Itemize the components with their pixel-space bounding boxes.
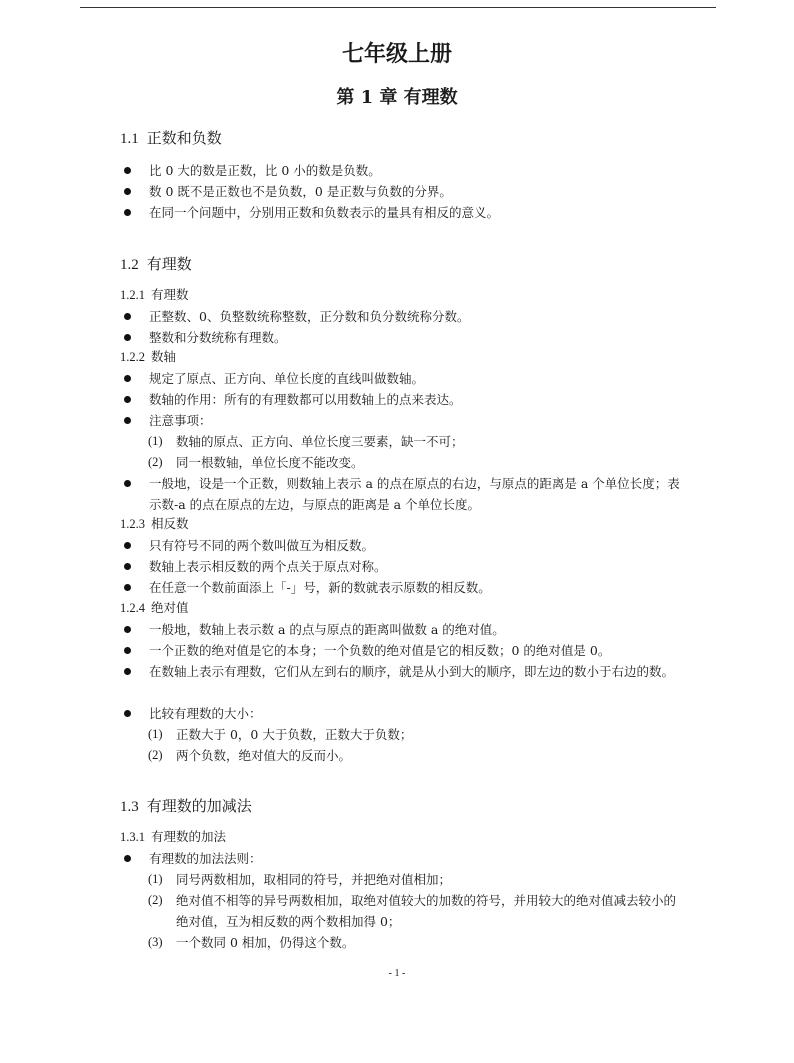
bullet-icon [124,480,131,487]
section-heading-1-1: 1.1 正数和负数 [120,129,222,147]
bullet-icon [124,626,131,633]
bullet-icon [124,167,131,174]
subsection-heading-1-2-3: 1.2.3 相反数 [120,516,189,531]
section-heading-1-3: 1.3 有理数的加减法 [120,797,252,815]
bullet-icon [124,647,131,654]
bullet-icon [124,188,131,195]
bullet-icon [124,209,131,216]
section-heading-1-2: 1.2 有理数 [120,255,192,273]
bullet-icon [124,668,131,675]
bullet-icon [124,313,131,320]
document-page: 七年级上册 第 1 章 有理数 1.1 正数和负数 比 0 大的数是正数，比 0 小的数是负数。 数 0 既不是正数也不是负数，0 是正数与负数的分界。 在同一个问题中，分别用正数和负数表示的量具有相反的意义。 1.2 有理数 1.2.1 有理数 正整数、0、负整数统称整数，正分数和负分数统称分数。 整数和分数统称有理数。 1.2.2 数轴 规定了原点、正方向、单位长度的直线叫做数轴。 数轴的作用：所有的有理数都可以用数轴上的点来表达。 注意事项： (1) 数轴的原点、正方向、单位长度三要素，缺一不可； (2) 同一根数轴，单位长度不能改变。 一般地，设是一个正数，则数轴上表示 a 的点在原点的右边，与原点的距离是 a 个单位长度；表示数-a 的点在原点的左边，与原点的距离是 a 个单位长度。 1.2.3 相反数 只有符号不同的两个数叫做互为相反数。 数轴上表示相反数的两个点关于原点对称。 在任意一个数前面添上「-」号，新的数就表示原数的相反数。 1.2.4 绝对值 一般地，数轴上表示数 a 的点与原点的距离叫做数 a 的绝对值。 一个正数的绝对值是它的本身；一个负数的绝对值是它的相反数；0 的绝对值是 0。 在数轴上表示有理数，它们从左到右的顺序，就是从小到大的顺序，即左边的数小于右边的数。 比较有理数的大小： (1) 正数大于 0，0 大于负数，正数大于负数； (2) 两个负数，绝对值大的反而小。 1.3 有理数的加减法 1.3.1 有理数的加法 有理数的加法法则： (1) 同号两数相加，取相同的符号，并把绝对值相加； (2) 绝对值不相等的异号两数相加，取绝对值较大的加数的符号，并用较大的绝对值减去较小的绝对值，互为相反数的两个数相加得 0； (3) 一个数同 0 相加，仍得这个数。 - 1 - [0,0,794,1063]
list-item: 在数轴上表示有理数，它们从左到右的顺序，就是从小到大的顺序，即左边的数小于右边的数。 [124,661,684,703]
bullet-icon [124,334,131,341]
page-number: - 1 - [388,968,406,979]
subsection-heading-1-2-2: 1.2.2 数轴 [120,349,177,364]
list-item: 一般地，设是一个正数，则数轴上表示 a 的点在原点的右边，与原点的距离是 a 个单位长度；表示数-a 的点在原点的左边，与原点的距离是 a 个单位长度。 [124,473,684,515]
subsection-heading-1-3-1: 1.3.1 有理数的加法 [120,829,227,844]
bullet-icon [124,855,131,862]
bullet-icon [124,375,131,382]
bullet-icon [124,710,131,717]
bullet-icon [124,563,131,570]
page-title: 七年级上册 [341,41,452,67]
bullet-icon [124,584,131,591]
chapter-heading: 第 1 章 有理数 [336,87,458,108]
numbered-item: (2) 绝对值不相等的异号两数相加，取绝对值较大的加数的符号，并用较大的绝对值减去较小的绝对值，互为相反数的两个数相加得 0； [148,893,677,929]
bullet-icon [124,396,131,403]
bullet-icon [124,542,131,549]
subsection-heading-1-2-1: 1.2.1 有理数 [120,287,189,302]
header-rule [80,7,716,8]
bullet-icon [124,417,131,424]
subsection-heading-1-2-4: 1.2.4 绝对值 [120,600,189,615]
